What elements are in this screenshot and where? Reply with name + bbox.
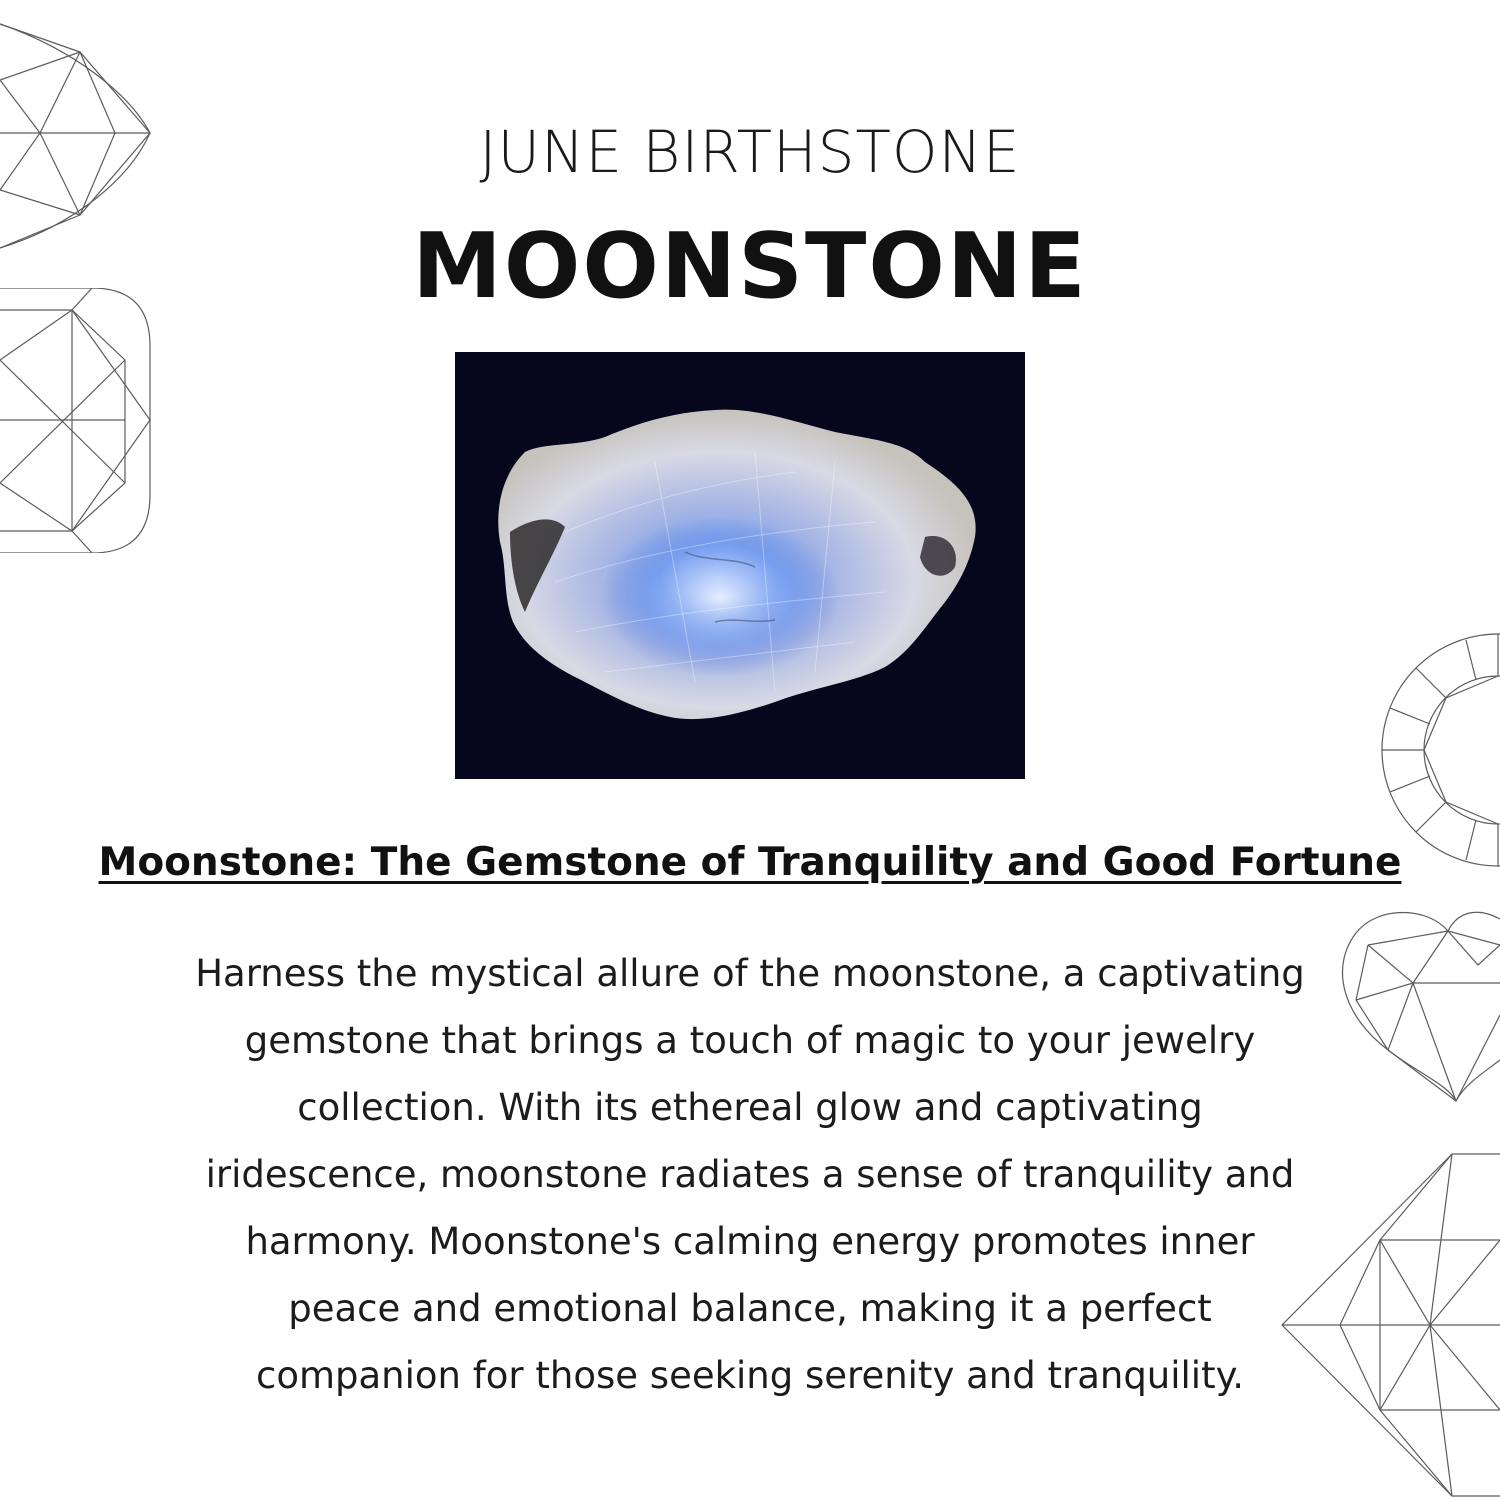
- eyebrow-label: JUNE BIRTHSTONE: [479, 118, 1021, 186]
- heart-cut-gem-icon: [1338, 905, 1500, 1105]
- description-paragraph: Harness the mystical allure of the moonstone, a captivating gemstone that brings a touch of magic to your jewelry collection. With its ethereal glow and captivating iridescence, moonstone radiates a sense of tranquility and harmony. Moonstone's calming energy promotes inner peace and emotional balance, making it a perfect companion for those seeking serenity and tranquility.: [195, 952, 1305, 1397]
- round-cut-gem-icon: [1370, 632, 1500, 868]
- cushion-cut-gem-icon: [0, 288, 152, 553]
- section-headline: Moonstone: The Gemstone of Tranquility and Good Fortune: [98, 840, 1402, 885]
- page-title: MOONSTONE: [412, 214, 1088, 319]
- princess-cut-gem-icon: [1280, 1150, 1500, 1500]
- moonstone-photo: [455, 352, 1025, 779]
